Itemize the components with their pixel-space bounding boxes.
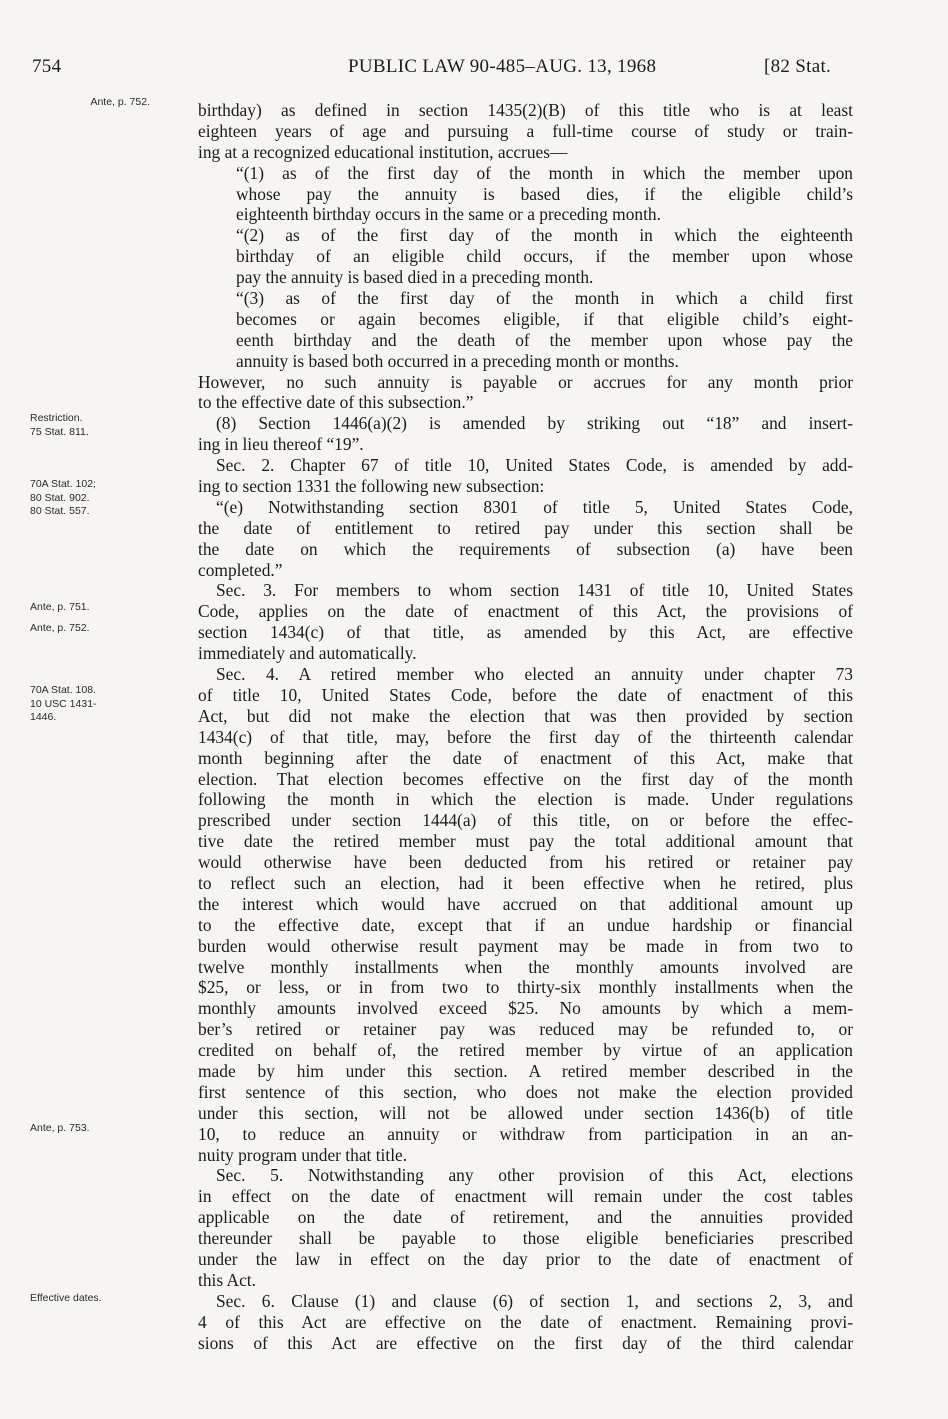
- text-line: Sec. 6. Clause (1) and clause (6) of section 1, and sections 2, 3, and: [216, 1290, 853, 1311]
- text-line: credited on behalf of, the retired member by virtue of an application: [198, 1040, 853, 1061]
- text-line: birthday of an eligible child occurs, if the member upon whose: [236, 246, 853, 267]
- text-line: to reflect such an election, had it been effective when he retired, plus: [198, 872, 853, 893]
- text-line: pay the annuity is based died in a preceding month.: [236, 267, 594, 288]
- text-line: tive date the retired member must pay the total additional amount that: [198, 831, 853, 852]
- text-line: thereunder shall be payable to those eligible beneficiaries prescribed: [198, 1228, 853, 1249]
- text-line: annuity is based both occurred in a preceding month or months.: [236, 350, 679, 371]
- text-line: birthday) as defined in section 1435(2)(B) of this title who is at least: [198, 100, 853, 120]
- text-line: under this section, will not be allowed under section 1436(b) of title: [198, 1102, 853, 1123]
- page-number: 754: [32, 56, 62, 77]
- text-line: Sec. 4. A retired member who elected an annuity under chapter 73: [216, 664, 853, 685]
- text-line: 10, to reduce an annuity or withdraw from participation in an an-: [198, 1123, 853, 1144]
- text-line: ing in lieu thereof “19”.: [198, 434, 364, 455]
- text-line: Code, applies on the date of enactment of this Act, the provisions of: [198, 601, 853, 622]
- text-line: “(2) as of the first day of the month in which the eighteenth: [236, 225, 853, 246]
- margin-note: Ante, p. 751. Ante, p. 752.: [30, 601, 90, 634]
- text-line: However, no such annuity is payable or accrues for any month prior: [198, 371, 853, 392]
- text-line: monthly amounts involved exceed $25. No amounts by which a mem-: [198, 998, 853, 1019]
- text-line: “(3) as of the first day of the month in which a child first: [236, 288, 853, 309]
- text-line: this Act.: [198, 1269, 256, 1290]
- margin-note: Ante, p. 752.: [90, 96, 150, 108]
- text-line: election. That election becomes effective on the first day of the month: [198, 768, 853, 789]
- text-line: “(e) Notwithstanding section 8301 of title 5, United States Code,: [216, 496, 853, 517]
- text-line: 4 of this Act are effective on the date of enactment. Remaining provi-: [198, 1311, 853, 1332]
- text-line: completed.”: [198, 559, 283, 580]
- text-line: ber’s retired or retainer pay was reduced may be refunded to, or: [198, 1019, 853, 1040]
- text-line: would otherwise have been deducted from his retired or retainer pay: [198, 852, 853, 873]
- text-line: made by him under this section. A retired member described in the: [198, 1060, 853, 1081]
- text-line: Sec. 5. Notwithstanding any other provision of this Act, elections: [216, 1165, 853, 1186]
- text-line: Act, but did not make the election that was then provided by section: [198, 705, 853, 726]
- text-line: eighteenth birthday occurs in the same or a preceding month.: [236, 204, 661, 225]
- text-line: twelve monthly installments when the monthly amounts involved are: [198, 956, 853, 977]
- text-line: to the effective date of this subsection.”: [198, 392, 474, 413]
- text-line: (8) Section 1446(a)(2) is amended by striking out “18” and insert-: [216, 413, 853, 434]
- text-line: applicable on the date of retirement, and the annuities provided: [198, 1207, 853, 1228]
- text-line: following the month in which the election is made. Under regulations: [198, 789, 853, 810]
- margin-note: Effective dates.: [30, 1292, 102, 1304]
- body-text: [198, 100, 853, 1353]
- text-line: section 1434(c) of that title, as amended by this Act, are effective: [198, 622, 853, 643]
- statute-reference: [82 Stat.: [764, 56, 832, 77]
- text-line: whose pay the annuity is based dies, if the eligible child’s: [236, 183, 853, 204]
- text-line: becomes or again becomes eligible, if that eligible child’s eight-: [236, 308, 853, 329]
- text-line: eighteen years of age and pursuing a full-time course of study or train-: [198, 120, 853, 141]
- text-line: Sec. 2. Chapter 67 of title 10, United States Code, is amended by add-: [216, 455, 853, 476]
- text-line: of title 10, United States Code, before the date of enactment of this: [198, 684, 853, 705]
- text-line: immediately and automatically.: [198, 643, 417, 664]
- text-line: Sec. 3. For members to whom section 1431 of title 10, United States: [216, 580, 853, 601]
- margin-note: Restriction. 75 Stat. 811.: [30, 412, 89, 438]
- text-line: nuity program under that title.: [198, 1144, 408, 1165]
- text-line: 1434(c) of that title, may, before the first day of the thirteenth calendar: [198, 726, 853, 747]
- margin-note: 70A Stat. 108. 10 USC 1431- 1446.: [30, 684, 97, 723]
- text-line: eenth birthday and the death of the member upon whose pay the: [236, 329, 853, 350]
- text-line: the date of entitlement to retired pay under this section shall be: [198, 517, 853, 538]
- text-line: ing at a recognized educational institution, accrues—: [198, 141, 568, 162]
- text-line: month beginning after the date of enactment of this Act, make that: [198, 747, 853, 768]
- text-line: $25, or less, or in from two to thirty-six monthly installments when the: [198, 977, 853, 998]
- text-line: in effect on the date of enactment will remain under the cost tables: [198, 1186, 853, 1207]
- page-title: PUBLIC LAW 90-485–AUG. 13, 1968: [348, 56, 657, 77]
- text-line: ing to section 1331 the following new subsection:: [198, 476, 545, 497]
- text-line: first sentence of this section, who does not make the election provided: [198, 1081, 853, 1102]
- text-line: to the effective date, except that if an undue hardship or financial: [198, 914, 853, 935]
- text-line: the interest which would have accrued on that additional amount up: [198, 893, 853, 914]
- text-line: burden would otherwise result payment may be made in from two to: [198, 935, 853, 956]
- margin-note: Ante, p. 753.: [30, 1122, 90, 1134]
- text-line: prescribed under section 1444(a) of this title, on or before the effec-: [198, 810, 853, 831]
- text-line: sions of this Act are effective on the first day of the third calendar: [198, 1332, 853, 1353]
- text-line: the date on which the requirements of subsection (a) have been: [198, 538, 853, 559]
- margin-note: 70A Stat. 102; 80 Stat. 902. 80 Stat. 557.: [30, 478, 96, 517]
- text-line: “(1) as of the first day of the month in which the member upon: [236, 162, 853, 183]
- text-line: under the law in effect on the day prior to the date of enactment of: [198, 1248, 853, 1269]
